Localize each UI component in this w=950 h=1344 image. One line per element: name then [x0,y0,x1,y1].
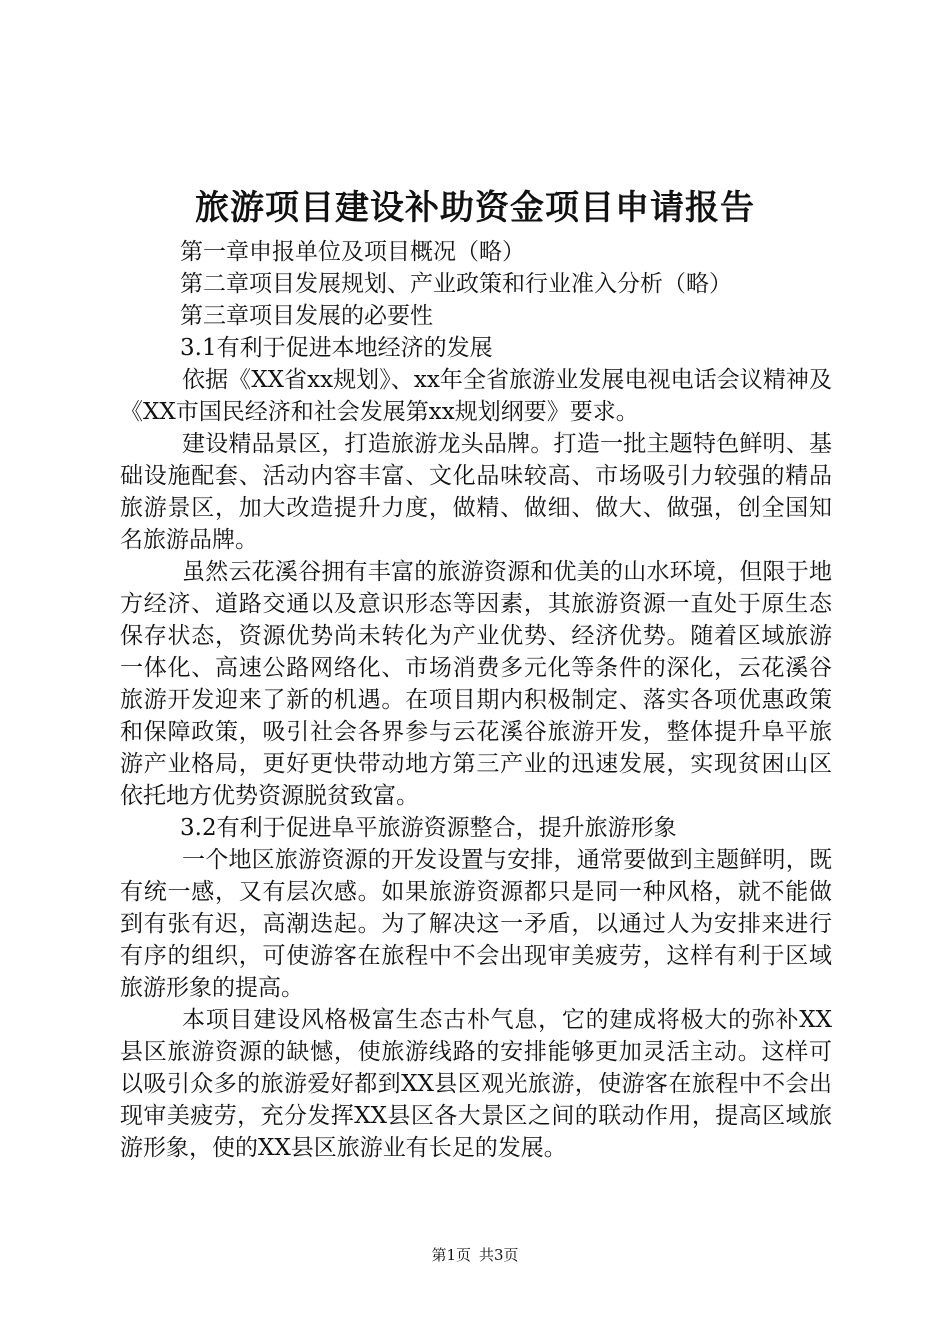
chapter-1-heading: 第一章申报单位及项目概况（略） [180,239,525,265]
chapter-3-heading: 第三章项目发展的必要性 [180,303,433,329]
paragraph-5: 本项目建设风格极富生态古朴气息，它的建成将极大的弥补XX县区旅游资源的缺憾，使旅游线路的安排能够更加灵活主动。这样可以吸引众多的旅游爱好都到XX县区观光旅游，使游客在旅程中不会出现审美疲劳，充分发挥XX县区各大景区之间的联动作用，提高区域旅游形象，使的XX县区旅游业有长足的发展。 [120,1007,832,1161]
paragraph-1: 依据《XX省xx规划》、xx年全省旅游业发展电视电话会议精神及《XX市国民经济和社会发展第xx规划纲要》要求。 [120,367,832,425]
page-number: 第1页 [431,1246,471,1264]
paragraph-2: 建设精品景区，打造旅游龙头品牌。打造一批主题特色鲜明、基础设施配套、活动内容丰富、文化品味较高、市场吸引力较强的精品旅游景区，加大改造提升力度，做精、做细、做大、做强，创全国知名旅游品牌。 [120,431,832,553]
document-title: 旅游项目建设补助资金项目申请报告 [195,188,755,228]
page-footer [0,1245,950,1265]
chapter-2-heading: 第二章项目发展规划、产业政策和行业准入分析（略） [180,271,732,297]
section-3-1-heading: 3.1有利于促进本地经济的发展 [180,335,493,361]
document-body [120,236,832,1164]
page-total: 共3页 [479,1246,519,1264]
section-3-2-heading: 3.2有利于促进阜平旅游资源整合，提升旅游形象 [180,815,677,841]
paragraph-3: 虽然云花溪谷拥有丰富的旅游资源和优美的山水环境，但限于地方经济、道路交通以及意识形态等因素，其旅游资源一直处于原生态保存状态，资源优势尚未转化为产业优势、经济优势。随着区域旅游一体化、高速公路网络化、市场消费多元化等条件的深化，云花溪谷旅游开发迎来了新的机遇。在项目期内积极制定、落实各项优惠政策和保障政策，吸引社会各界参与云花溪谷旅游开发，整体提升阜平旅游产业格局，更好更快带动地方第三产业的迅速发展，实现贫困山区依托地方优势资源脱贫致富。 [120,559,832,809]
paragraph-4: 一个地区旅游资源的开发设置与安排，通常要做到主题鲜明，既有统一感，又有层次感。如果旅游资源都只是同一种风格，就不能做到有张有迟，高潮迭起。为了解决这一矛盾，以通过人为安排来进行有序的组织，可使游客在旅程中不会出现审美疲劳，这样有利于区域旅游形象的提高。 [120,847,832,1001]
